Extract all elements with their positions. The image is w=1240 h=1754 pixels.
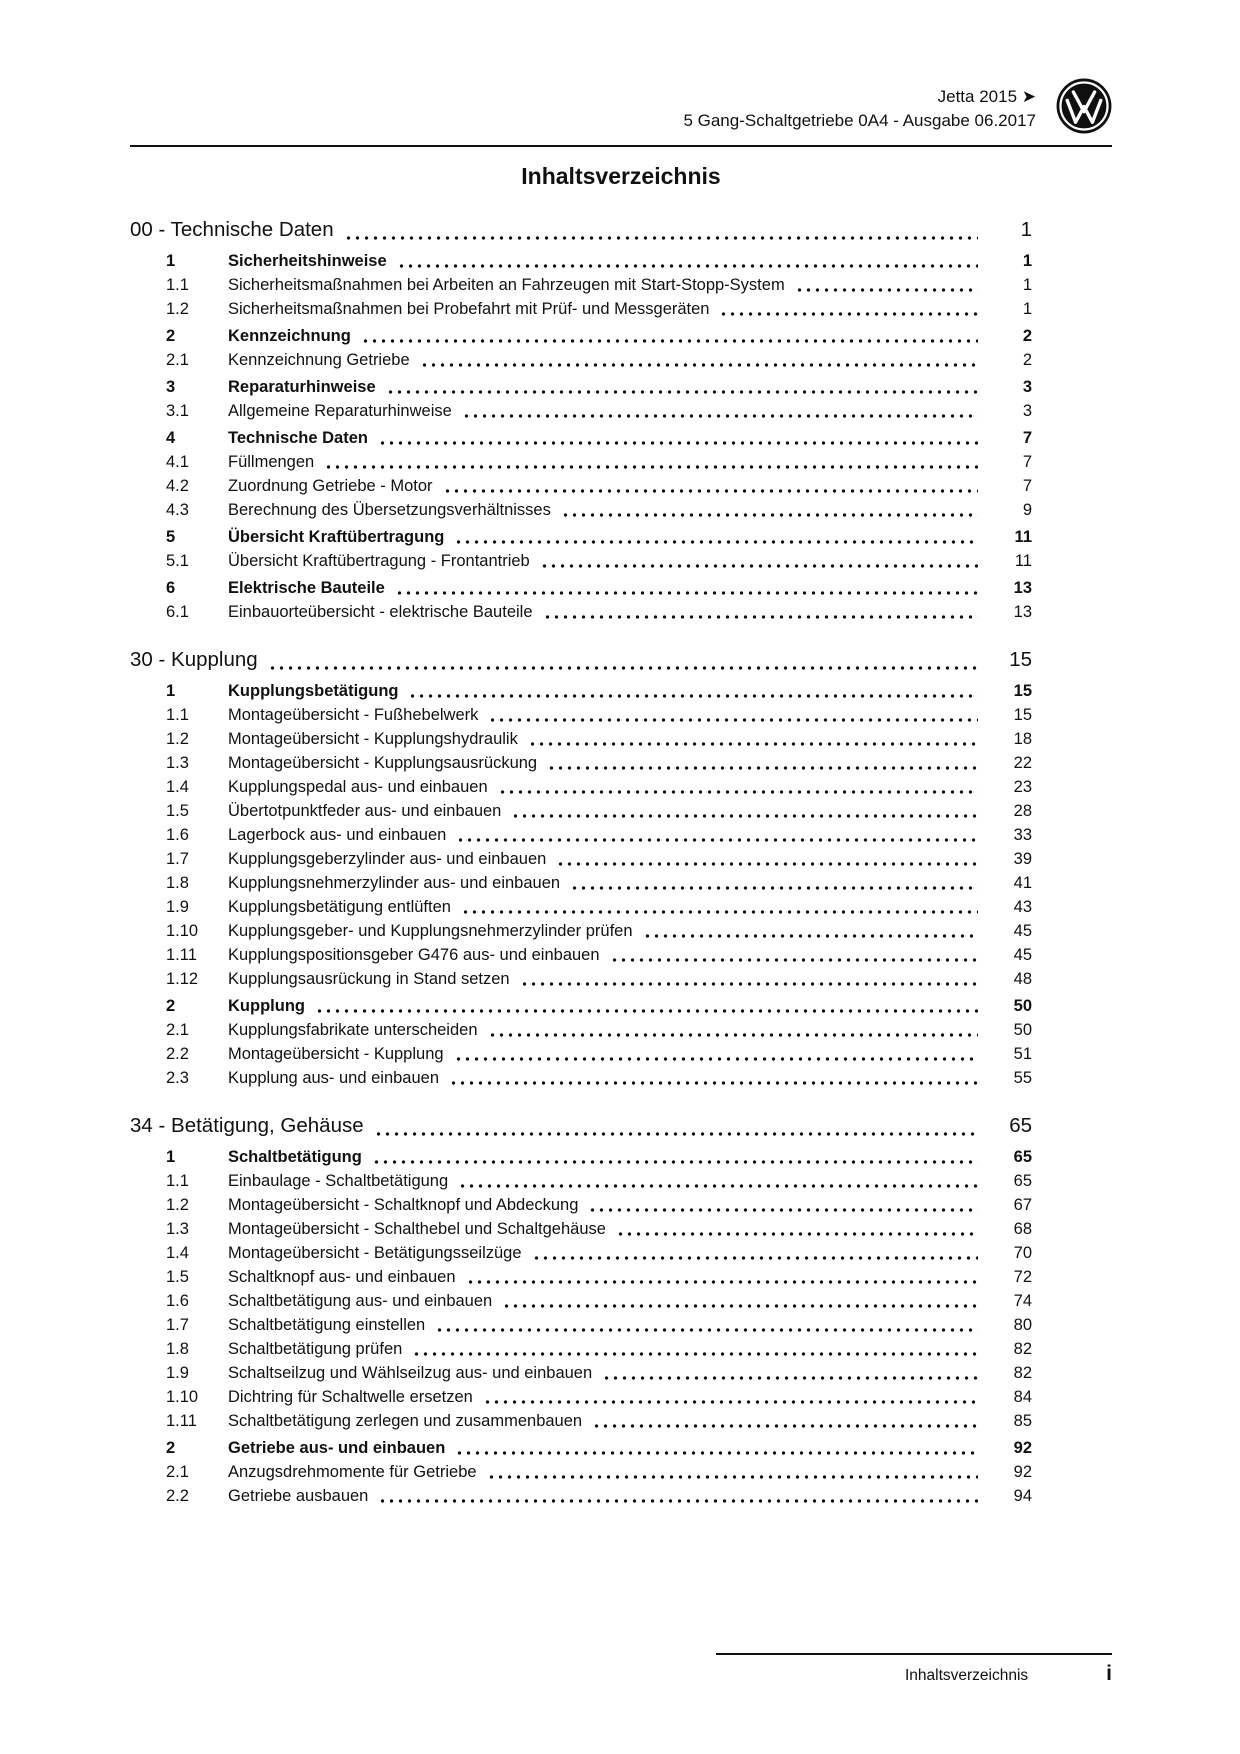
- toc-entry-row: [130, 324, 1032, 348]
- dot-leader: [378, 1484, 978, 1508]
- dot-leader: [511, 799, 978, 823]
- entry-title: Kupplungsfabrikate unterscheiden: [228, 1021, 478, 1039]
- manual-subtitle: 5 Gang-Schaltgetriebe 0A4 - Ausgabe 06.2017: [683, 110, 1036, 130]
- dot-leader: [435, 1313, 978, 1337]
- entry-number: 5.1: [166, 552, 189, 570]
- entry-page-number: 9: [1022, 501, 1032, 519]
- dot-leader: [547, 751, 978, 775]
- entry-title: Einbaulage - Schaltbetätigung: [228, 1172, 449, 1190]
- entry-title: Schaltbetätigung aus- und einbauen: [228, 1292, 493, 1310]
- entry-number: 3.1: [166, 402, 189, 420]
- entry-page-number: 39: [1013, 850, 1032, 868]
- dot-leader: [378, 426, 978, 450]
- entry-number: 4: [166, 429, 176, 447]
- entry-page-number: 80: [1013, 1316, 1032, 1334]
- entry-title: Übertotpunktfeder aus- und einbauen: [228, 802, 502, 820]
- entry-number: 6.1: [166, 603, 189, 621]
- entry-title: Sicherheitshinweise: [228, 252, 387, 270]
- toc-chapter-row: [130, 214, 1032, 246]
- entry-title: Kennzeichnung: [228, 327, 351, 345]
- entry-page-number: 13: [1013, 579, 1032, 597]
- entry-title: Kupplungspositionsgeber G476 aus- und einbauen: [228, 946, 600, 964]
- entry-page-number: 51: [1013, 1045, 1032, 1063]
- entry-title: Schaltbetätigung: [228, 1148, 362, 1166]
- entry-page-number: 50: [1013, 997, 1032, 1015]
- entry-page-number: 74: [1013, 1292, 1032, 1310]
- entry-title: Kupplungsbetätigung: [228, 682, 399, 700]
- entry-number: 1.6: [166, 1292, 189, 1310]
- entry-title: Montageübersicht - Schaltknopf und Abdeckung: [228, 1196, 579, 1214]
- entry-page-number: 94: [1013, 1487, 1032, 1505]
- entry-title: Montageübersicht - Fußhebelwerk: [228, 706, 479, 724]
- toc-entry-row: [130, 679, 1032, 703]
- toc-entry-row: [130, 1484, 1032, 1508]
- entry-page-number: 50: [1013, 1021, 1032, 1039]
- dot-leader: [374, 1110, 978, 1142]
- entry-number: 1.5: [166, 1268, 189, 1286]
- toc-entry-row: [130, 576, 1032, 600]
- entry-title: Lagerbock aus- und einbauen: [228, 826, 447, 844]
- entry-title: Zuordnung Getriebe - Motor: [228, 477, 433, 495]
- entry-title: Einbauorteübersicht - elektrische Bauteile: [228, 603, 533, 621]
- chapter-page-number: 15: [1009, 648, 1032, 671]
- dot-leader: [483, 1385, 978, 1409]
- dot-leader: [616, 1217, 978, 1241]
- entry-number: 2.1: [166, 351, 189, 369]
- entry-number: 2.2: [166, 1487, 189, 1505]
- toc-entry-row: [130, 703, 1032, 727]
- entry-page-number: 1: [1022, 300, 1032, 318]
- toc-entry-row: [130, 450, 1032, 474]
- entry-title: Sicherheitsmaßnahmen bei Probefahrt mit Prüf- und Messgeräten: [228, 300, 710, 318]
- entry-title: Montageübersicht - Schalthebel und Schaltgehäuse: [228, 1220, 606, 1238]
- chapter-page-number: 65: [1009, 1114, 1032, 1137]
- entry-number: 2: [166, 997, 176, 1015]
- entry-page-number: 7: [1022, 453, 1032, 471]
- entry-title: Füllmengen: [228, 453, 315, 471]
- chapter-label: 00 - Technische Daten: [130, 218, 334, 241]
- toc-entry-row: [130, 1193, 1032, 1217]
- toc-entry-row: [130, 799, 1032, 823]
- toc-entry-row: [130, 1145, 1032, 1169]
- entry-number: 4.1: [166, 453, 189, 471]
- entry-number: 1.11: [166, 1412, 197, 1430]
- entry-number: 1.4: [166, 1244, 189, 1262]
- dot-leader: [488, 1018, 978, 1042]
- dot-leader: [556, 847, 978, 871]
- entry-page-number: 85: [1013, 1412, 1032, 1430]
- entry-page-number: 82: [1013, 1340, 1032, 1358]
- dot-leader: [643, 919, 978, 943]
- entry-number: 1.6: [166, 826, 189, 844]
- entry-number: 3: [166, 378, 176, 396]
- entry-page-number: 43: [1013, 898, 1032, 916]
- page-footer: [716, 1653, 1112, 1686]
- entry-page-number: 23: [1013, 778, 1032, 796]
- entry-title: Berechnung des Übersetzungsverhältnisses: [228, 501, 551, 519]
- toc-entry-row: [130, 1018, 1032, 1042]
- toc-entry-row: [130, 943, 1032, 967]
- chapter-label: 30 - Kupplung: [130, 648, 258, 671]
- entry-page-number: 82: [1013, 1364, 1032, 1382]
- dot-leader: [408, 679, 978, 703]
- dot-leader: [268, 644, 978, 676]
- dot-leader: [461, 895, 978, 919]
- toc-entry-row: [130, 994, 1032, 1018]
- dot-leader: [449, 1066, 978, 1090]
- entry-number: 2.1: [166, 1021, 189, 1039]
- dot-leader: [520, 967, 978, 991]
- dot-leader: [502, 1289, 978, 1313]
- toc-entry-row: [130, 498, 1032, 522]
- entry-title: Schaltbetätigung prüfen: [228, 1340, 403, 1358]
- header-text: [683, 85, 1036, 133]
- entry-page-number: 70: [1013, 1244, 1032, 1262]
- dot-leader: [344, 214, 978, 246]
- entry-title: Kennzeichnung Getriebe: [228, 351, 410, 369]
- page-header: [130, 78, 1112, 147]
- entry-title: Allgemeine Reparaturhinweise: [228, 402, 452, 420]
- entry-page-number: 68: [1013, 1220, 1032, 1238]
- toc-entry-row: [130, 273, 1032, 297]
- entry-page-number: 1: [1022, 276, 1032, 294]
- dot-leader: [458, 1169, 978, 1193]
- dot-leader: [498, 775, 978, 799]
- entry-title: Kupplungsnehmerzylinder aus- und einbauen: [228, 874, 561, 892]
- entry-title: Kupplungspedal aus- und einbauen: [228, 778, 488, 796]
- entry-page-number: 28: [1013, 802, 1032, 820]
- toc-chapter-row: [130, 1110, 1032, 1142]
- toc-entry-row: [130, 871, 1032, 895]
- entry-page-number: 84: [1013, 1388, 1032, 1406]
- entry-title: Getriebe aus- und einbauen: [228, 1439, 446, 1457]
- dot-leader: [361, 324, 978, 348]
- toc-entry-row: [130, 1217, 1032, 1241]
- entry-title: Kupplungsgeberzylinder aus- und einbauen: [228, 850, 547, 868]
- entry-page-number: 18: [1013, 730, 1032, 748]
- entry-number: 1.11: [166, 946, 197, 964]
- vw-logo-icon: [1056, 78, 1112, 139]
- dot-leader: [540, 549, 978, 573]
- toc-entry-row: [130, 1385, 1032, 1409]
- toc-entry-row: [130, 1361, 1032, 1385]
- entry-title: Kupplungsausrückung in Stand setzen: [228, 970, 510, 988]
- toc-entry-row: [130, 474, 1032, 498]
- toc-entry-row: [130, 549, 1032, 573]
- dot-leader: [420, 348, 978, 372]
- entry-title: Kupplungsgeber- und Kupplungsnehmerzylinder prüfen: [228, 922, 633, 940]
- dot-leader: [412, 1337, 978, 1361]
- toc-entry-row: [130, 1241, 1032, 1265]
- toc-entry-row: [130, 399, 1032, 423]
- toc-entry-row: [130, 847, 1032, 871]
- toc-entry-row: [130, 1289, 1032, 1313]
- entry-number: 1.9: [166, 898, 189, 916]
- entry-title: Montageübersicht - Kupplungsausrückung: [228, 754, 538, 772]
- toc-entry-row: [130, 1460, 1032, 1484]
- entry-number: 1.8: [166, 874, 189, 892]
- entry-number: 2: [166, 327, 176, 345]
- entry-title: Montageübersicht - Betätigungsseilzüge: [228, 1244, 522, 1262]
- entry-page-number: 65: [1013, 1172, 1032, 1190]
- entry-title: Montageübersicht - Kupplung: [228, 1045, 444, 1063]
- dot-leader: [395, 576, 978, 600]
- entry-page-number: 2: [1022, 351, 1032, 369]
- chapter-label: 34 - Betätigung, Gehäuse: [130, 1114, 364, 1137]
- dot-leader: [592, 1409, 978, 1433]
- toc-list: [130, 214, 1112, 1508]
- entry-number: 1.2: [166, 730, 189, 748]
- footer-section-label: Inhaltsverzeichnis: [904, 1667, 1029, 1684]
- dot-leader: [561, 498, 978, 522]
- entry-number: 1.10: [166, 1388, 199, 1406]
- entry-number: 1.3: [166, 754, 189, 772]
- entry-number: 1.1: [166, 706, 189, 724]
- toc-entry-row: [130, 727, 1032, 751]
- entry-page-number: 48: [1013, 970, 1032, 988]
- entry-page-number: 3: [1022, 402, 1032, 420]
- toc-entry-row: [130, 1169, 1032, 1193]
- toc-chapter-row: [130, 644, 1032, 676]
- entry-page-number: 22: [1013, 754, 1032, 772]
- dot-leader: [397, 249, 978, 273]
- entry-number: 1.3: [166, 1220, 189, 1238]
- toc-entry-row: [130, 297, 1032, 321]
- dot-leader: [462, 399, 978, 423]
- toc-entry-row: [130, 1409, 1032, 1433]
- entry-title: Schaltbetätigung einstellen: [228, 1316, 426, 1334]
- entry-page-number: 92: [1013, 1439, 1032, 1457]
- entry-number: 1.1: [166, 276, 189, 294]
- entry-number: 1: [166, 252, 176, 270]
- vehicle-model: Jetta 2015 ➤: [937, 86, 1036, 106]
- entry-number: 6: [166, 579, 176, 597]
- entry-number: 1: [166, 682, 176, 700]
- entry-title: Schaltknopf aus- und einbauen: [228, 1268, 456, 1286]
- entry-title: Kupplung: [228, 997, 305, 1015]
- entry-number: 1: [166, 1148, 176, 1166]
- toc-entry-row: [130, 967, 1032, 991]
- dot-leader: [795, 273, 978, 297]
- dot-leader: [719, 297, 978, 321]
- entry-page-number: 1: [1022, 252, 1032, 270]
- entry-page-number: 72: [1013, 1268, 1032, 1286]
- entry-number: 2.3: [166, 1069, 189, 1087]
- page-title: Inhaltsverzeichnis: [521, 163, 721, 189]
- dot-leader: [610, 943, 978, 967]
- toc-entry-row: [130, 525, 1032, 549]
- entry-page-number: 2: [1022, 327, 1032, 345]
- dot-leader: [588, 1193, 978, 1217]
- entry-page-number: 45: [1013, 922, 1032, 940]
- entry-title: Getriebe ausbauen: [228, 1487, 369, 1505]
- toc-entry-row: [130, 1042, 1032, 1066]
- entry-title: Dichtring für Schaltwelle ersetzen: [228, 1388, 473, 1406]
- entry-page-number: 15: [1013, 706, 1032, 724]
- entry-number: 1.12: [166, 970, 199, 988]
- toc-entry-row: [130, 600, 1032, 624]
- entry-page-number: 15: [1013, 682, 1032, 700]
- entry-number: 2: [166, 1439, 176, 1457]
- entry-title: Montageübersicht - Kupplungshydraulik: [228, 730, 518, 748]
- entry-title: Sicherheitsmaßnahmen bei Arbeiten an Fahrzeugen mit Start-Stopp-System: [228, 276, 785, 294]
- entry-number: 2.1: [166, 1463, 189, 1481]
- entry-page-number: 92: [1013, 1463, 1032, 1481]
- entry-number: 2.2: [166, 1045, 189, 1063]
- toc-entry-row: [130, 775, 1032, 799]
- dot-leader: [456, 823, 978, 847]
- toc-entry-row: [130, 895, 1032, 919]
- entry-number: 1.4: [166, 778, 189, 796]
- entry-page-number: 41: [1013, 874, 1032, 892]
- entry-title: Übersicht Kraftübertragung: [228, 528, 445, 546]
- toc-entry-row: [130, 1066, 1032, 1090]
- entry-number: 1.7: [166, 1316, 189, 1334]
- entry-page-number: 55: [1013, 1069, 1032, 1087]
- entry-number: 1.9: [166, 1364, 189, 1382]
- entry-page-number: 3: [1022, 378, 1032, 396]
- entry-page-number: 7: [1022, 429, 1032, 447]
- dot-leader: [455, 1436, 978, 1460]
- toc-entry-row: [130, 1337, 1032, 1361]
- entry-page-number: 65: [1013, 1148, 1032, 1166]
- entry-number: 1.5: [166, 802, 189, 820]
- toc-entry-row: [130, 919, 1032, 943]
- toc-entry-row: [130, 375, 1032, 399]
- dot-leader: [543, 600, 978, 624]
- dot-leader: [454, 1042, 978, 1066]
- entry-page-number: 7: [1022, 477, 1032, 495]
- entry-number: 1.10: [166, 922, 199, 940]
- toc-entry-row: [130, 1436, 1032, 1460]
- entry-page-number: 67: [1013, 1196, 1032, 1214]
- entry-number: 4.3: [166, 501, 189, 519]
- entry-number: 1.2: [166, 300, 189, 318]
- toc-entry-row: [130, 426, 1032, 450]
- dot-leader: [324, 450, 978, 474]
- entry-title: Kupplung aus- und einbauen: [228, 1069, 440, 1087]
- dot-leader: [532, 1241, 978, 1265]
- entry-title: Übersicht Kraftübertragung - Frontantrieb: [228, 552, 530, 570]
- entry-page-number: 11: [1014, 552, 1032, 570]
- dot-leader: [528, 727, 978, 751]
- entry-number: 1.7: [166, 850, 189, 868]
- toc-entry-row: [130, 348, 1032, 372]
- entry-page-number: 33: [1013, 826, 1032, 844]
- entry-title: Technische Daten: [228, 429, 368, 447]
- entry-number: 1.8: [166, 1340, 189, 1358]
- entry-number: 1.1: [166, 1172, 189, 1190]
- entry-page-number: 11: [1014, 528, 1032, 546]
- dot-leader: [570, 871, 978, 895]
- toc-entry-row: [130, 823, 1032, 847]
- entry-page-number: 13: [1013, 603, 1032, 621]
- entry-title: Elektrische Bauteile: [228, 579, 385, 597]
- dot-leader: [443, 474, 978, 498]
- entry-number: 4.2: [166, 477, 189, 495]
- dot-leader: [466, 1265, 978, 1289]
- toc-entry-row: [130, 1313, 1032, 1337]
- toc-entry-row: [130, 751, 1032, 775]
- entry-page-number: 45: [1013, 946, 1032, 964]
- entry-title: Reparaturhinweise: [228, 378, 376, 396]
- dot-leader: [386, 375, 978, 399]
- dot-leader: [454, 525, 978, 549]
- toc-entry-row: [130, 1265, 1032, 1289]
- entry-number: 1.2: [166, 1196, 189, 1214]
- entry-title: Kupplungsbetätigung entlüften: [228, 898, 451, 916]
- dot-leader: [487, 1460, 978, 1484]
- entry-number: 5: [166, 528, 176, 546]
- entry-title: Schaltbetätigung zerlegen und zusammenbauen: [228, 1412, 583, 1430]
- toc-entry-row: [130, 249, 1032, 273]
- dot-leader: [488, 703, 978, 727]
- footer-page-number: i: [1106, 1662, 1112, 1685]
- chapter-page-number: 1: [1020, 218, 1032, 241]
- dot-leader: [372, 1145, 978, 1169]
- dot-leader: [602, 1361, 978, 1385]
- entry-title: Anzugsdrehmomente für Getriebe: [228, 1463, 477, 1481]
- entry-title: Schaltseilzug und Wählseilzug aus- und einbauen: [228, 1364, 593, 1382]
- dot-leader: [315, 994, 978, 1018]
